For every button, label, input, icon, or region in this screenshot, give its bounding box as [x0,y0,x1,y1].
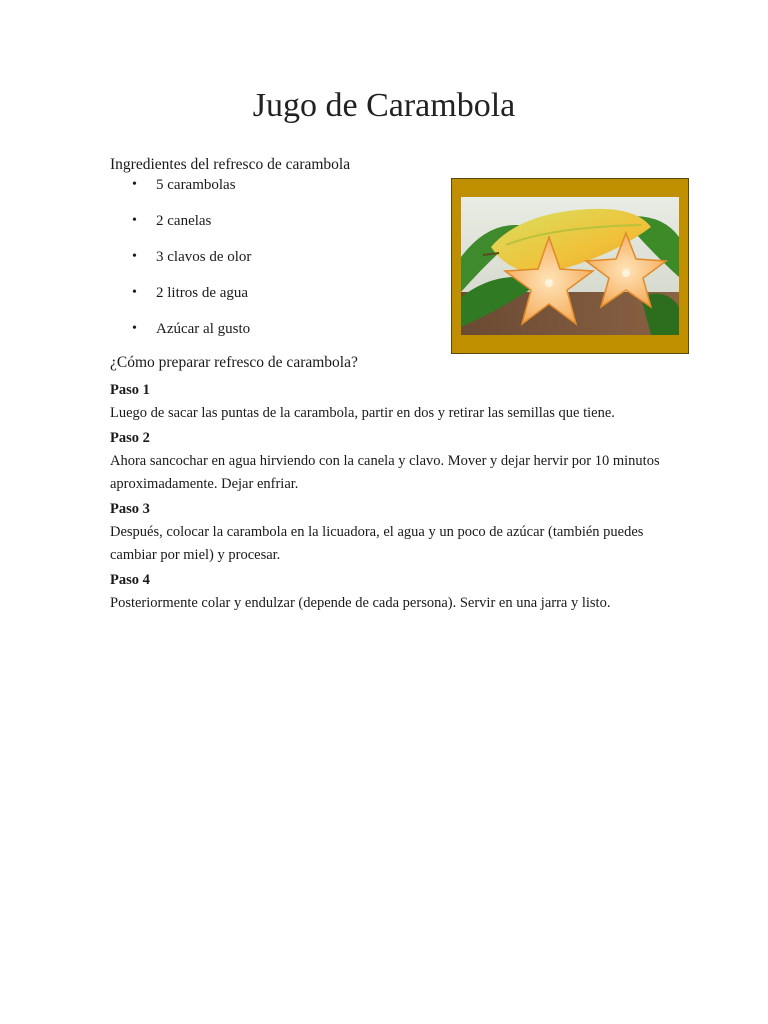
step-title: Paso 2 [110,429,150,446]
step-title: Paso 4 [110,571,150,588]
step-text: Después, colocar la carambola en la licuadora, el agua y un poco de azúcar (también puedes cambiar por miel) y procesar. [110,523,644,563]
step-title: Paso 3 [110,500,150,517]
list-item: • 2 litros de agua [110,282,440,318]
list-item: • 2 canelas [110,210,440,246]
ingredients-heading: Ingredientes del refresco de carambola [110,156,351,173]
ingredients-list [110,174,440,354]
starfruit-photo [451,178,689,354]
steps-section [110,378,670,615]
step-title: Paso 1 [110,382,150,398]
list-item: • Azúcar al gusto [110,318,440,354]
starfruit-image [461,197,679,335]
list-item: • 3 clavos de olor [110,246,440,282]
preparation-heading: ¿Cómo preparar refresco de carambola? [110,354,358,371]
step-text: Ahora sancochar en agua hirviendo con la canela y clavo. Mover y dejar hervir por 10 minutos aproximadamente. Dejar enfriar. [110,452,660,492]
list-item: • 5 carambolas [110,174,440,210]
page-title: Jugo de Carambola [252,87,516,124]
step-text: Luego de sacar las puntas de la carambola, partir en dos y retirar las semillas que tiene. [110,405,615,421]
step-text: Posteriormente colar y endulzar (depende de cada persona). Servir en una jarra y listo. [110,594,611,611]
